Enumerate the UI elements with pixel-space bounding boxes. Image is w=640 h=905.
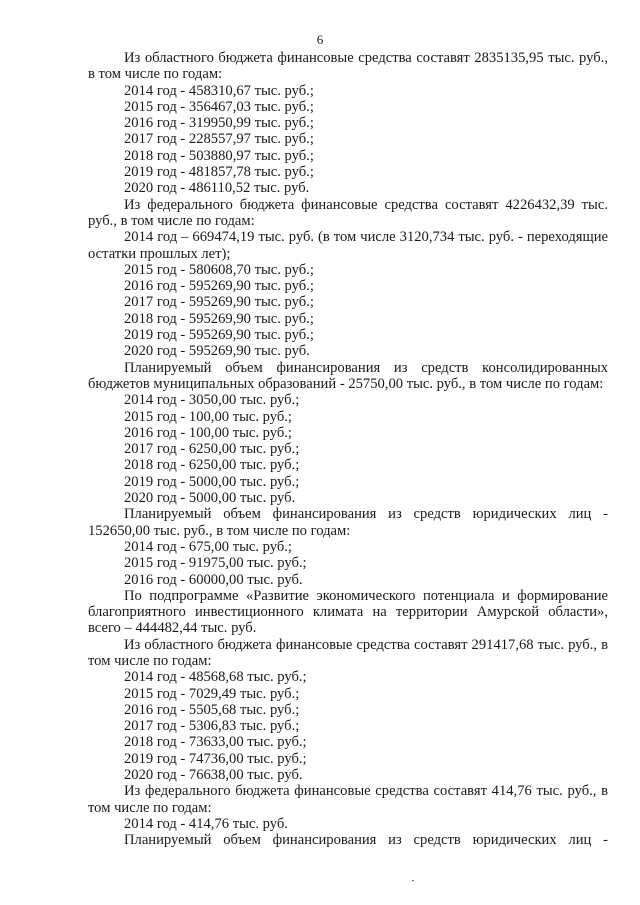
- year-line: 2014 год - 675,00 тыс. руб.;: [124, 538, 292, 555]
- year-line: 2016 год - 595269,90 тыс. руб.;: [124, 278, 314, 295]
- year-line: 2016 год - 60000,00 тыс. руб.: [124, 571, 303, 588]
- year-line: 2015 год - 100,00 тыс. руб.;: [124, 408, 292, 425]
- year-line: 2018 год - 6250,00 тыс. руб.;: [124, 457, 300, 474]
- year-line: 2014 год - 414,76 тыс. руб.: [124, 815, 288, 832]
- year-line: 2018 год - 595269,90 тыс. руб.;: [124, 310, 314, 327]
- paragraph: Из областного бюджета финансовые средства составят 2835135,95 тыс. руб., в том числе по годам:: [88, 50, 608, 83]
- paragraph-continued: Планируемый объем финансирования из средств юридических лиц -: [124, 832, 608, 849]
- year-line: 2015 год - 356467,03 тыс. руб.;: [124, 98, 314, 115]
- paragraph: Из областного бюджета финансовые средства составят 291417,68 тыс. руб., в том числе по годам:: [88, 636, 608, 669]
- year-line: 2020 год - 595269,90 тыс. руб.: [124, 343, 310, 360]
- scan-speck: [412, 880, 414, 881]
- year-line: 2020 год - 76638,00 тыс. руб.: [124, 767, 303, 784]
- year-line: 2018 год - 503880,97 тыс. руб.;: [124, 147, 314, 164]
- year-line: 2014 год - 3050,00 тыс. руб.;: [124, 392, 300, 409]
- year-line: 2019 год - 595269,90 тыс. руб.;: [124, 327, 314, 344]
- year-line: 2016 год - 5505,68 тыс. руб.;: [124, 701, 300, 718]
- year-line: 2015 год - 7029,49 тыс. руб.;: [124, 685, 300, 702]
- year-line: 2015 год - 91975,00 тыс. руб.;: [124, 555, 307, 572]
- year-line: 2020 год - 486110,52 тыс. руб.: [124, 180, 310, 197]
- year-line: 2014 год - 48568,68 тыс. руб.;: [124, 669, 307, 686]
- year-line: 2014 год - 458310,67 тыс. руб.;: [124, 82, 314, 99]
- year-line: 2016 год - 100,00 тыс. руб.;: [124, 424, 292, 441]
- year-line: 2017 год - 6250,00 тыс. руб.;: [124, 441, 300, 458]
- paragraph: 2014 год – 669474,19 тыс. руб. (в том числе 3120,734 тыс. руб. - переходящие остатки прошлых лет);: [88, 229, 608, 262]
- year-line: 2017 год - 595269,90 тыс. руб.;: [124, 294, 314, 311]
- year-line: 2016 год - 319950,99 тыс. руб.;: [124, 115, 314, 132]
- year-line: 2018 год - 73633,00 тыс. руб.;: [124, 734, 307, 751]
- year-line: 2017 год - 228557,97 тыс. руб.;: [124, 131, 314, 148]
- year-line: 2019 год - 5000,00 тыс. руб.;: [124, 473, 300, 490]
- paragraph: Из федерального бюджета финансовые средства составят 414,76 тыс. руб., в том числе по годам:: [88, 783, 608, 816]
- document-body: [88, 50, 608, 849]
- paragraph: Планируемый объем финансирования из средств консолидированных бюджетов муниципальных образований - 25750,00 тыс. руб., в том числе по годам:: [88, 359, 608, 392]
- year-line: 2017 год - 5306,83 тыс. руб.;: [124, 718, 300, 735]
- year-line: 2020 год - 5000,00 тыс. руб.: [124, 490, 296, 507]
- paragraph: По подпрограмме «Развитие экономического потенциала и формирование благоприятного инвестиционного климата на территории Амурской области», всего – 444482,44 тыс. руб.: [88, 587, 608, 637]
- year-line: 2019 год - 74736,00 тыс. руб.;: [124, 750, 307, 767]
- year-line: 2015 год - 580608,70 тыс. руб.;: [124, 261, 314, 278]
- page-number: 6: [316, 32, 324, 47]
- paragraph: Планируемый объем финансирования из средств юридических лиц - 152650,00 тыс. руб., в том числе по годам:: [88, 506, 608, 539]
- year-line: 2019 год - 481857,78 тыс. руб.;: [124, 164, 314, 181]
- paragraph: Из федерального бюджета финансовые средства составят 4226432,39 тыс. руб., в том числе по годам:: [88, 196, 608, 229]
